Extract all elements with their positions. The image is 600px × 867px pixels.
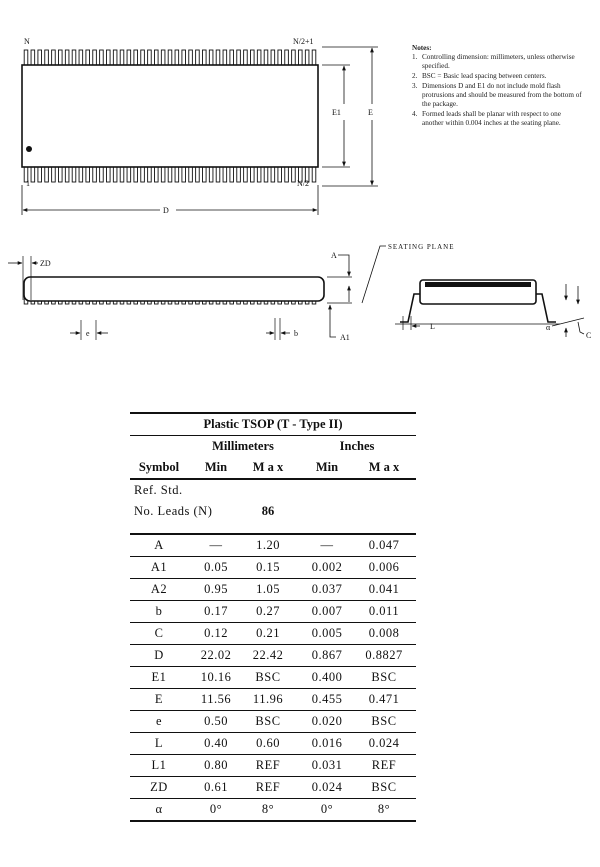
bottom-lead (285, 166, 289, 182)
row-in-max: BSC (371, 714, 397, 728)
top-lead (264, 50, 268, 66)
row-mm-max: BSC (255, 714, 281, 728)
row-mm-max: REF (255, 758, 281, 772)
top-lead-row (24, 50, 316, 66)
row-mm-max: 0.15 (256, 560, 280, 574)
table-row (130, 645, 416, 667)
row-in-max: 0.8827 (365, 648, 403, 662)
seating-plane-label: SEATING PLANE (388, 243, 455, 251)
row-mm-min: 0.80 (204, 758, 228, 772)
note-number: 2. (412, 72, 418, 80)
col-in-max: M a x (368, 460, 400, 474)
row-in-min: 0.031 (311, 758, 343, 772)
top-lead (202, 50, 206, 66)
row-in-max: 0.006 (368, 560, 400, 574)
table-row (130, 579, 416, 601)
a-label: A (331, 251, 337, 260)
top-lead (305, 50, 309, 66)
top-view (22, 37, 378, 215)
bottom-lead (196, 166, 200, 182)
note-text: Controlling dimension: millimeters, unless otherwise specified. (422, 53, 575, 70)
row-mm-max: 11.96 (252, 692, 284, 706)
bottom-lead (182, 166, 186, 182)
table-row (130, 777, 416, 799)
bottom-lead (271, 166, 275, 182)
note-text: Formed leads shall be planar with respect to one another within 0.004 inches at the seating plane. (422, 110, 561, 127)
bottom-lead (106, 166, 110, 182)
pin-one-label: 1 (26, 179, 30, 188)
pin-n-label: N (24, 37, 30, 46)
top-lead (100, 50, 104, 66)
notes-list (412, 53, 588, 128)
top-lead (65, 50, 69, 66)
bottom-lead (148, 166, 152, 182)
top-lead (223, 50, 227, 66)
row-mm-min: 0.40 (204, 736, 228, 750)
row-mm-min: 0° (209, 802, 223, 816)
row-mm-max: 1.05 (256, 582, 280, 596)
section-rule (130, 527, 416, 535)
top-lead (244, 50, 248, 66)
bottom-lead (244, 166, 248, 182)
row-in-max: 0.024 (368, 736, 400, 750)
bottom-lead (161, 166, 165, 182)
top-lead (182, 50, 186, 66)
top-lead (86, 50, 90, 66)
col-mm-max: M a x (252, 460, 284, 474)
top-lead (298, 50, 302, 66)
row-mm-min: — (209, 538, 223, 552)
bottom-lead (257, 166, 261, 182)
l-label: L (430, 322, 435, 331)
zd-label: ZD (40, 259, 51, 268)
row-symbol: C (154, 626, 164, 640)
c-leader (578, 322, 584, 334)
row-mm-min: 11.56 (200, 692, 232, 706)
top-lead (72, 50, 76, 66)
table-row (130, 557, 416, 579)
note-item (412, 72, 588, 81)
row-mm-min: 0.50 (204, 714, 228, 728)
row-in-min: 0.020 (311, 714, 343, 728)
col-symbol: Symbol (138, 460, 180, 474)
row-mm-max: 0.21 (256, 626, 280, 640)
row-in-max: 0.011 (368, 604, 400, 618)
top-lead (148, 50, 152, 66)
row-mm-max: 0.27 (256, 604, 280, 618)
top-lead (93, 50, 97, 66)
bottom-lead (31, 166, 35, 182)
notes-title: Notes: (412, 44, 432, 52)
ref-std-row (130, 480, 416, 501)
group-inches: Inches (339, 439, 375, 453)
group-millimeters: Millimeters (212, 439, 274, 453)
note-text: BSC = Basic lead spacing between centers. (422, 72, 547, 80)
top-lead (38, 50, 42, 66)
dim-e1-label: E1 (332, 108, 341, 117)
bottom-lead-row (24, 166, 316, 182)
row-in-min: 0.002 (311, 560, 343, 574)
row-symbol: A (154, 538, 164, 552)
row-in-max: 0.471 (368, 692, 400, 706)
row-in-max: 0.041 (368, 582, 400, 596)
table-row (130, 755, 416, 777)
table-title-row (130, 414, 416, 436)
row-in-min: 0.016 (311, 736, 343, 750)
row-in-max: REF (371, 758, 397, 772)
bottom-lead (209, 166, 213, 182)
row-mm-max: BSC (255, 670, 281, 684)
bottom-lead (223, 166, 227, 182)
row-mm-min: 0.05 (204, 560, 228, 574)
top-lead (257, 50, 261, 66)
table-row (130, 623, 416, 645)
row-in-max: 8° (377, 802, 391, 816)
leads-value: 86 (261, 504, 275, 518)
pin-half-plus-one-label: N/2+1 (293, 37, 314, 46)
top-lead (113, 50, 117, 66)
bottom-lead (264, 166, 268, 182)
side-view (8, 243, 454, 342)
row-mm-min: 10.16 (200, 670, 232, 684)
note-item (412, 110, 588, 128)
bottom-lead (65, 166, 69, 182)
bottom-lead (250, 166, 254, 182)
bottom-lead (292, 166, 296, 182)
row-symbol: E1 (151, 670, 167, 684)
bottom-lead (154, 166, 158, 182)
col-mm-min: Min (204, 460, 228, 474)
dimension-table (130, 412, 416, 822)
bottom-lead (168, 166, 172, 182)
row-mm-max: REF (255, 780, 281, 794)
bottom-lead (230, 166, 234, 182)
notes-panel (412, 44, 588, 129)
column-header-row (130, 457, 416, 480)
note-text: Dimensions D and E1 do not include mold flash protrusions and should be measured from the bottom of the package. (422, 82, 582, 108)
note-item (412, 53, 588, 71)
dim-e-label: E (368, 108, 373, 117)
top-lead (141, 50, 145, 66)
alpha-line (552, 318, 584, 326)
row-mm-min: 22.02 (200, 648, 232, 662)
bottom-lead (72, 166, 76, 182)
row-mm-max: 8° (261, 802, 275, 816)
top-lead (250, 50, 254, 66)
bottom-lead (58, 166, 62, 182)
row-in-max: BSC (371, 670, 397, 684)
row-symbol: L1 (151, 758, 167, 772)
top-lead (31, 50, 35, 66)
leads-label: No. Leads (N) (134, 504, 213, 518)
top-lead (127, 50, 131, 66)
table-row (130, 799, 416, 822)
row-in-max: 0.008 (368, 626, 400, 640)
bottom-lead (175, 166, 179, 182)
bottom-lead (216, 166, 220, 182)
top-lead (134, 50, 138, 66)
row-in-min: — (320, 538, 334, 552)
dimension-rows (130, 535, 416, 822)
row-in-min: 0.024 (311, 780, 343, 794)
table-row (130, 667, 416, 689)
top-lead (230, 50, 234, 66)
a-leader (338, 255, 349, 276)
c-label: C (586, 331, 592, 340)
bottom-lead (141, 166, 145, 182)
bottom-lead (120, 166, 124, 182)
top-lead (196, 50, 200, 66)
row-mm-max: 0.60 (256, 736, 280, 750)
top-lead (209, 50, 213, 66)
top-lead (154, 50, 158, 66)
row-in-min: 0.007 (311, 604, 343, 618)
top-lead (175, 50, 179, 66)
bottom-lead (278, 166, 282, 182)
row-symbol: D (154, 648, 164, 662)
bottom-lead (93, 166, 97, 182)
top-lead (271, 50, 275, 66)
row-symbol: e (155, 714, 163, 728)
package-body-side (24, 277, 324, 301)
bottom-lead (79, 166, 83, 182)
top-lead (278, 50, 282, 66)
top-lead (24, 50, 28, 66)
bottom-lead (38, 166, 42, 182)
pin-half-label: N/2 (297, 179, 309, 188)
leads-row (130, 501, 416, 527)
row-symbol: ZD (150, 780, 168, 794)
row-in-min: 0.005 (311, 626, 343, 640)
top-lead (79, 50, 83, 66)
b-label: b (294, 329, 298, 338)
top-lead (237, 50, 241, 66)
bottom-lead (100, 166, 104, 182)
top-lead (106, 50, 110, 66)
row-in-max: 0.047 (368, 538, 400, 552)
table-row (130, 601, 416, 623)
row-symbol: A2 (150, 582, 168, 596)
top-lead (312, 50, 316, 66)
bottom-lead (127, 166, 131, 182)
seating-plane-leader (362, 246, 386, 303)
table-row (130, 711, 416, 733)
e-pitch-label: e (86, 329, 90, 338)
top-lead (120, 50, 124, 66)
a1-label: A1 (340, 333, 350, 342)
dim-d-label: D (163, 206, 169, 215)
bottom-lead (52, 166, 56, 182)
top-lead (285, 50, 289, 66)
top-lead (161, 50, 165, 66)
row-mm-min: 0.95 (204, 582, 228, 596)
row-in-min: 0.400 (311, 670, 343, 684)
note-number: 1. (412, 53, 418, 61)
note-number: 4. (412, 110, 418, 118)
top-lead (58, 50, 62, 66)
row-mm-max: 1.20 (256, 538, 280, 552)
row-symbol: α (155, 802, 163, 816)
bottom-lead (45, 166, 49, 182)
alpha-label: α (546, 323, 551, 332)
row-mm-min: 0.61 (204, 780, 228, 794)
bottom-lead (312, 166, 316, 182)
a1-leader (330, 322, 336, 337)
end-view (395, 280, 591, 340)
row-symbol: b (155, 604, 163, 618)
table-row (130, 689, 416, 711)
top-lead (216, 50, 220, 66)
row-in-min: 0.867 (311, 648, 343, 662)
row-in-min: 0° (320, 802, 334, 816)
ref-std-label: Ref. Std. (134, 483, 183, 497)
bottom-lead (134, 166, 138, 182)
bottom-lead (86, 166, 90, 182)
table-title: Plastic TSOP (T - Type II) (203, 417, 343, 431)
bottom-lead (202, 166, 206, 182)
top-lead (45, 50, 49, 66)
group-header-row (130, 436, 416, 457)
row-mm-min: 0.17 (204, 604, 228, 618)
top-lead (189, 50, 193, 66)
note-number: 3. (412, 82, 418, 90)
row-in-min: 0.037 (311, 582, 343, 596)
row-mm-max: 22.42 (252, 648, 284, 662)
row-mm-min: 0.12 (204, 626, 228, 640)
col-in-min: Min (315, 460, 339, 474)
bottom-lead (237, 166, 241, 182)
bottom-lead (113, 166, 117, 182)
bottom-lead (189, 166, 193, 182)
row-in-max: BSC (371, 780, 397, 794)
body-top-band (425, 282, 531, 287)
table-row (130, 733, 416, 755)
package-body-top (22, 65, 318, 167)
table-row (130, 535, 416, 557)
top-lead (168, 50, 172, 66)
row-symbol: E (154, 692, 164, 706)
row-in-min: 0.455 (311, 692, 343, 706)
note-item (412, 82, 588, 109)
top-lead (292, 50, 296, 66)
row-symbol: L (154, 736, 164, 750)
right-gullwing-lead (536, 294, 556, 322)
pin1-indicator-dot (26, 146, 32, 152)
top-lead (52, 50, 56, 66)
row-symbol: A1 (150, 560, 168, 574)
